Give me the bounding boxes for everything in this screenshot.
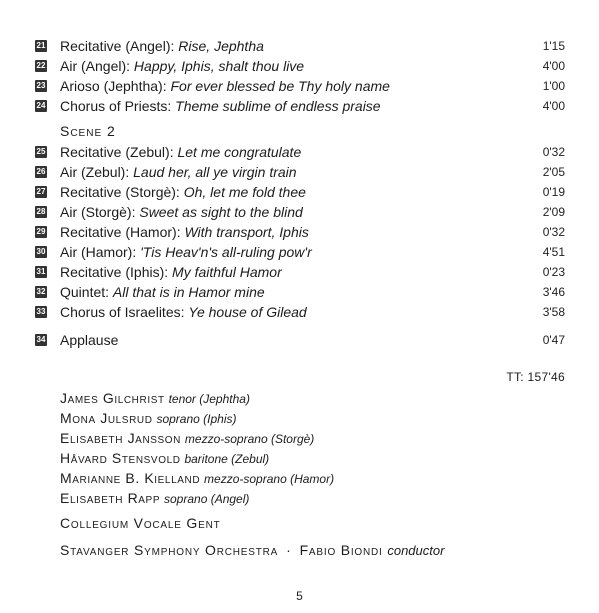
performer-name: Elisabeth Rapp [60,490,161,506]
track-title: 'Tis Heav'n's all-ruling pow'r [140,244,312,260]
track-row [35,202,565,222]
track-duration: 0'32 [542,145,565,159]
track-description [60,262,282,282]
track-number-badge: 23 [36,81,46,90]
track-title: Let me congratulate [177,144,302,160]
conductor-role: conductor [387,543,445,558]
track-list [35,36,565,350]
track-row [35,302,565,322]
track-number-badge: 33 [36,307,46,316]
total-time: TT: 157'46 [506,370,565,384]
track-form: Air (Angel): [60,58,134,74]
track-row [35,182,565,202]
track-number-badge: 22 [36,61,46,70]
track-description [60,162,297,182]
performer-name: Håvard Stensvold [60,450,181,466]
track-number-badge: 34 [36,335,46,344]
track-duration: 3'46 [542,285,565,299]
track-row [35,76,565,96]
track-form: Recitative (Storgè): [60,184,184,200]
performer-role: mezzo-soprano (Hamor) [204,472,335,486]
track-duration: 4'51 [542,245,565,259]
performer-name: Marianne B. Kielland [60,470,201,486]
track-form: Recitative (Angel): [60,38,179,54]
track-duration: 3'58 [542,305,565,319]
performer-role: soprano (Iphis) [156,412,237,426]
choir-line [60,511,580,535]
track-description [60,222,309,242]
performer-role: mezzo-soprano (Storgè) [184,432,315,446]
page-number: 5 [296,589,303,603]
track-title: For ever blessed be Thy holy name [170,78,390,94]
track-title: Oh, let me fold thee [183,184,306,200]
track-form: Air (Hamor): [60,244,141,260]
track-title: Ye house of Gilead [188,304,307,320]
track-duration: 0'19 [542,185,565,199]
track-description [60,242,312,262]
track-row [35,330,565,350]
track-description [60,282,265,302]
track-form: Applause [60,332,119,348]
scene-heading: Scene 2 [60,123,116,139]
track-form: Recitative (Zebul): [60,144,178,160]
track-duration: 0'32 [542,225,565,239]
soloists [60,388,580,508]
track-description [60,76,390,96]
track-title: Laud her, all ye virgin train [133,164,297,180]
track-description [60,202,303,222]
track-number-badge: 31 [36,267,46,276]
performer-row [60,408,580,428]
track-group-applause [35,330,565,350]
track-row [35,222,565,242]
track-group-scene-1 [35,36,565,116]
track-row [35,282,565,302]
track-duration: 0'23 [542,265,565,279]
track-row [35,36,565,56]
track-description [60,36,264,56]
track-description [60,96,381,116]
track-form: Chorus of Priests: [60,98,176,114]
performer-name: James Gilchrist [60,390,165,406]
performer-row [60,388,580,408]
track-form: Recitative (Hamor): [60,224,185,240]
performer-name: Elisabeth Jansson [60,430,182,446]
track-title: Sweet as sight to the blind [139,204,303,220]
track-title: My faithful Hamor [172,264,282,280]
conductor-name: Fabio Biondi [299,542,383,558]
track-description [60,330,118,350]
choir-name: Collegium Vocale Gent [60,515,221,531]
track-form: Arioso (Jephtha): [60,78,171,94]
track-row [35,56,565,76]
track-description [60,302,307,322]
track-number-badge: 28 [36,207,46,216]
track-form: Air (Zebul): [60,164,134,180]
track-number-badge: 25 [36,147,46,156]
track-number-badge: 21 [36,41,46,50]
track-number-badge: 29 [36,227,46,236]
track-number-badge: 26 [36,167,46,176]
performer-role: baritone (Zebul) [184,452,270,466]
track-number-badge: 24 [36,101,46,110]
track-duration: 4'00 [542,59,565,73]
track-description [60,182,306,202]
orchestra-name: Stavanger Symphony Orchestra [60,542,279,558]
track-number-badge: 30 [36,247,46,256]
track-group-scene-2 [35,142,565,322]
separator: · [286,542,292,558]
track-number-badge: 27 [36,187,46,196]
track-duration: 4'00 [542,99,565,113]
track-row [35,262,565,282]
track-duration: 1'00 [542,79,565,93]
track-title: Theme sublime of endless praise [175,98,381,114]
track-duration: 1'15 [542,39,565,53]
track-duration: 0'47 [542,333,565,347]
track-row [35,242,565,262]
track-title: All that is in Hamor mine [112,284,265,300]
performer-role: soprano (Angel) [164,492,250,506]
track-row [35,142,565,162]
track-row [35,96,565,116]
track-number-badge: 32 [36,287,46,296]
spacer [35,322,565,330]
performer-row [60,428,580,448]
track-title: With transport, Iphis [184,224,309,240]
track-form: Chorus of Israelites: [60,304,189,320]
performer-name: Mona Julsrud [60,410,153,426]
performer-row [60,468,580,488]
performer-role: tenor (Jephtha) [168,392,250,406]
orchestra-line [60,538,580,562]
performer-row [60,488,580,508]
cast-list [60,388,580,562]
track-form: Recitative (Iphis): [60,264,173,280]
track-row [35,162,565,182]
track-form: Quintet: [60,284,113,300]
track-description [60,56,304,76]
track-duration: 2'05 [542,165,565,179]
performer-row [60,448,580,468]
track-duration: 2'09 [542,205,565,219]
track-description [60,142,301,162]
track-title: Happy, Iphis, shalt thou live [133,58,305,74]
track-title: Rise, Jephtha [178,38,264,54]
track-form: Air (Storgè): [60,204,140,220]
